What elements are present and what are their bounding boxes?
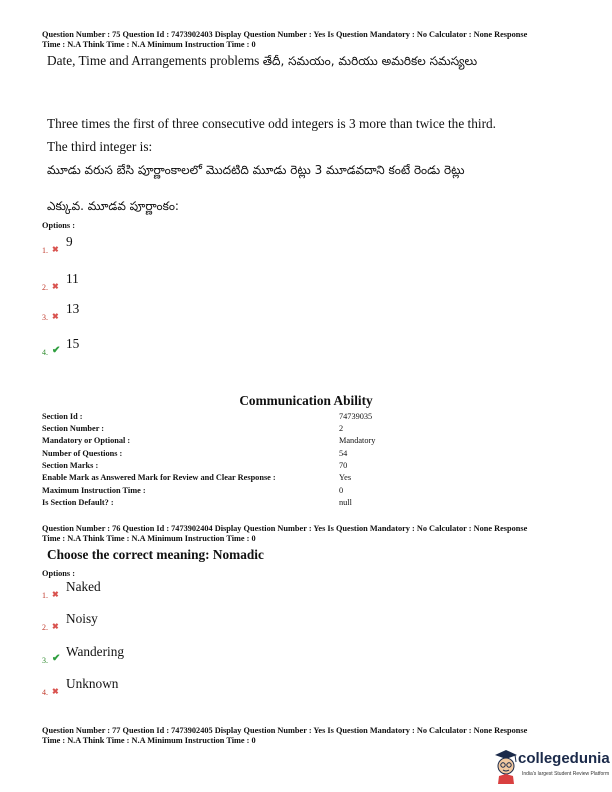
wrong-mark-icon: ✖	[52, 622, 59, 631]
q75-question-en-1: Three times the first of three consecutive odd integers is 3 more than twice the third.	[47, 116, 496, 131]
option-number: 1.	[42, 591, 48, 600]
section-row-value: 70	[339, 461, 348, 470]
section-row-key: Number of Questions :	[42, 449, 123, 458]
q75-option-4[interactable]	[42, 336, 342, 360]
option-number: 4.	[42, 348, 48, 357]
mascot-icon	[492, 748, 520, 784]
option-text: 9	[66, 234, 73, 249]
option-number: 3.	[42, 656, 48, 665]
section-row	[42, 412, 542, 424]
correct-mark-icon: ✔	[52, 653, 61, 664]
section-row-value: Mandatory	[339, 436, 376, 445]
section-row-value: 54	[339, 449, 348, 458]
section-row-key: Section Id :	[42, 412, 83, 421]
option-number: 3.	[42, 313, 48, 322]
wrong-mark-icon: ✖	[52, 312, 59, 321]
section-row	[42, 424, 542, 436]
q76-option-4[interactable]	[42, 676, 342, 700]
q75-options-label: Options :	[42, 221, 75, 230]
wrong-mark-icon: ✖	[52, 245, 59, 254]
section-row-value: null	[339, 498, 352, 507]
section-row	[42, 473, 542, 485]
q75-topic	[47, 53, 477, 69]
q76-options-label: Options :	[42, 569, 75, 578]
option-text: 11	[66, 271, 79, 286]
logo-tagline: India's largest Student Review Platform	[522, 771, 610, 777]
q77-header-line2: Time : N.A Think Time : N.A Minimum Instruction Time : 0	[42, 736, 256, 745]
q76-header-line1: Question Number : 76 Question Id : 7473902404 Display Question Number : Yes Is Question Mandatory : No Calculator : None Response	[42, 524, 528, 533]
q76-header-line2: Time : N.A Think Time : N.A Minimum Instruction Time : 0	[42, 534, 256, 543]
q75-question-en-2: The third integer is:	[47, 139, 153, 154]
section-row-key: Section Marks :	[42, 461, 99, 470]
option-text: Noisy	[66, 611, 98, 626]
option-number: 2.	[42, 623, 48, 632]
option-number: 4.	[42, 688, 48, 697]
q75-question-te-1: మూడు వరుస బేసి పూర్ణాంకాలలో మొదటిది మూడు రెట్లు 3 మూడవదాని కంటే రెండు రెట్లు	[47, 163, 465, 177]
option-text: Naked	[66, 579, 101, 594]
section-row-key: Mandatory or Optional :	[42, 436, 131, 445]
option-number: 1.	[42, 246, 48, 255]
option-text: 15	[66, 336, 80, 351]
section-row-key: Enable Mark as Answered Mark for Review and Clear Response :	[42, 473, 276, 482]
section-row-value: 0	[339, 486, 344, 495]
q75-question-te-2: ఎక్కువ. మూడవ పూర్ణాంకం:	[47, 199, 179, 213]
q75-topic-te: తేదీ, సమయం, మరియు అమరికల సమస్యలు	[262, 54, 478, 68]
q75-option-2[interactable]	[42, 271, 342, 295]
option-number: 2.	[42, 283, 48, 292]
option-text: Unknown	[66, 676, 119, 691]
q76-question: Choose the correct meaning: Nomadic	[47, 547, 264, 562]
q75-option-1[interactable]	[42, 234, 342, 258]
wrong-mark-icon: ✖	[52, 282, 59, 291]
section-title: Communication Ability	[239, 393, 373, 408]
q75-header	[42, 30, 582, 50]
section-row	[42, 436, 542, 448]
q76-option-3[interactable]	[42, 644, 342, 668]
section-row	[42, 449, 542, 461]
q76-option-1[interactable]	[42, 579, 342, 603]
wrong-mark-icon: ✖	[52, 687, 59, 696]
section-row-value: 74739035	[339, 412, 373, 421]
q75-header-line2: Time : N.A Think Time : N.A Minimum Instruction Time : 0	[42, 40, 256, 49]
section-row	[42, 486, 542, 498]
q76-option-2[interactable]	[42, 611, 342, 635]
section-row	[42, 498, 542, 510]
section-row-key: Section Number :	[42, 424, 105, 433]
section-row-key: Is Section Default? :	[42, 498, 114, 507]
q76-header	[42, 524, 582, 544]
section-row-value: Yes	[339, 473, 352, 482]
q77-header-line1: Question Number : 77 Question Id : 7473902405 Display Question Number : Yes Is Question Mandatory : No Calculator : None Response	[42, 726, 528, 735]
wrong-mark-icon: ✖	[52, 590, 59, 599]
section-row-value: 2	[339, 424, 344, 433]
option-text: 13	[66, 301, 80, 316]
logo-brand: collegedunia	[518, 750, 610, 767]
q77-header	[42, 726, 582, 746]
q75-header-line1: Question Number : 75 Question Id : 7473902403 Display Question Number : Yes Is Question Mandatory : No Calculator : None Response	[42, 30, 528, 39]
q75-topic-en: Date, Time and Arrangements problems	[47, 53, 260, 68]
correct-mark-icon: ✔	[52, 345, 61, 356]
q75-option-3[interactable]	[42, 301, 342, 325]
collegedunia-logo	[492, 748, 610, 788]
option-text: Wandering	[66, 644, 125, 659]
section-row	[42, 461, 542, 473]
section-row-key: Maximum Instruction Time :	[42, 486, 146, 495]
